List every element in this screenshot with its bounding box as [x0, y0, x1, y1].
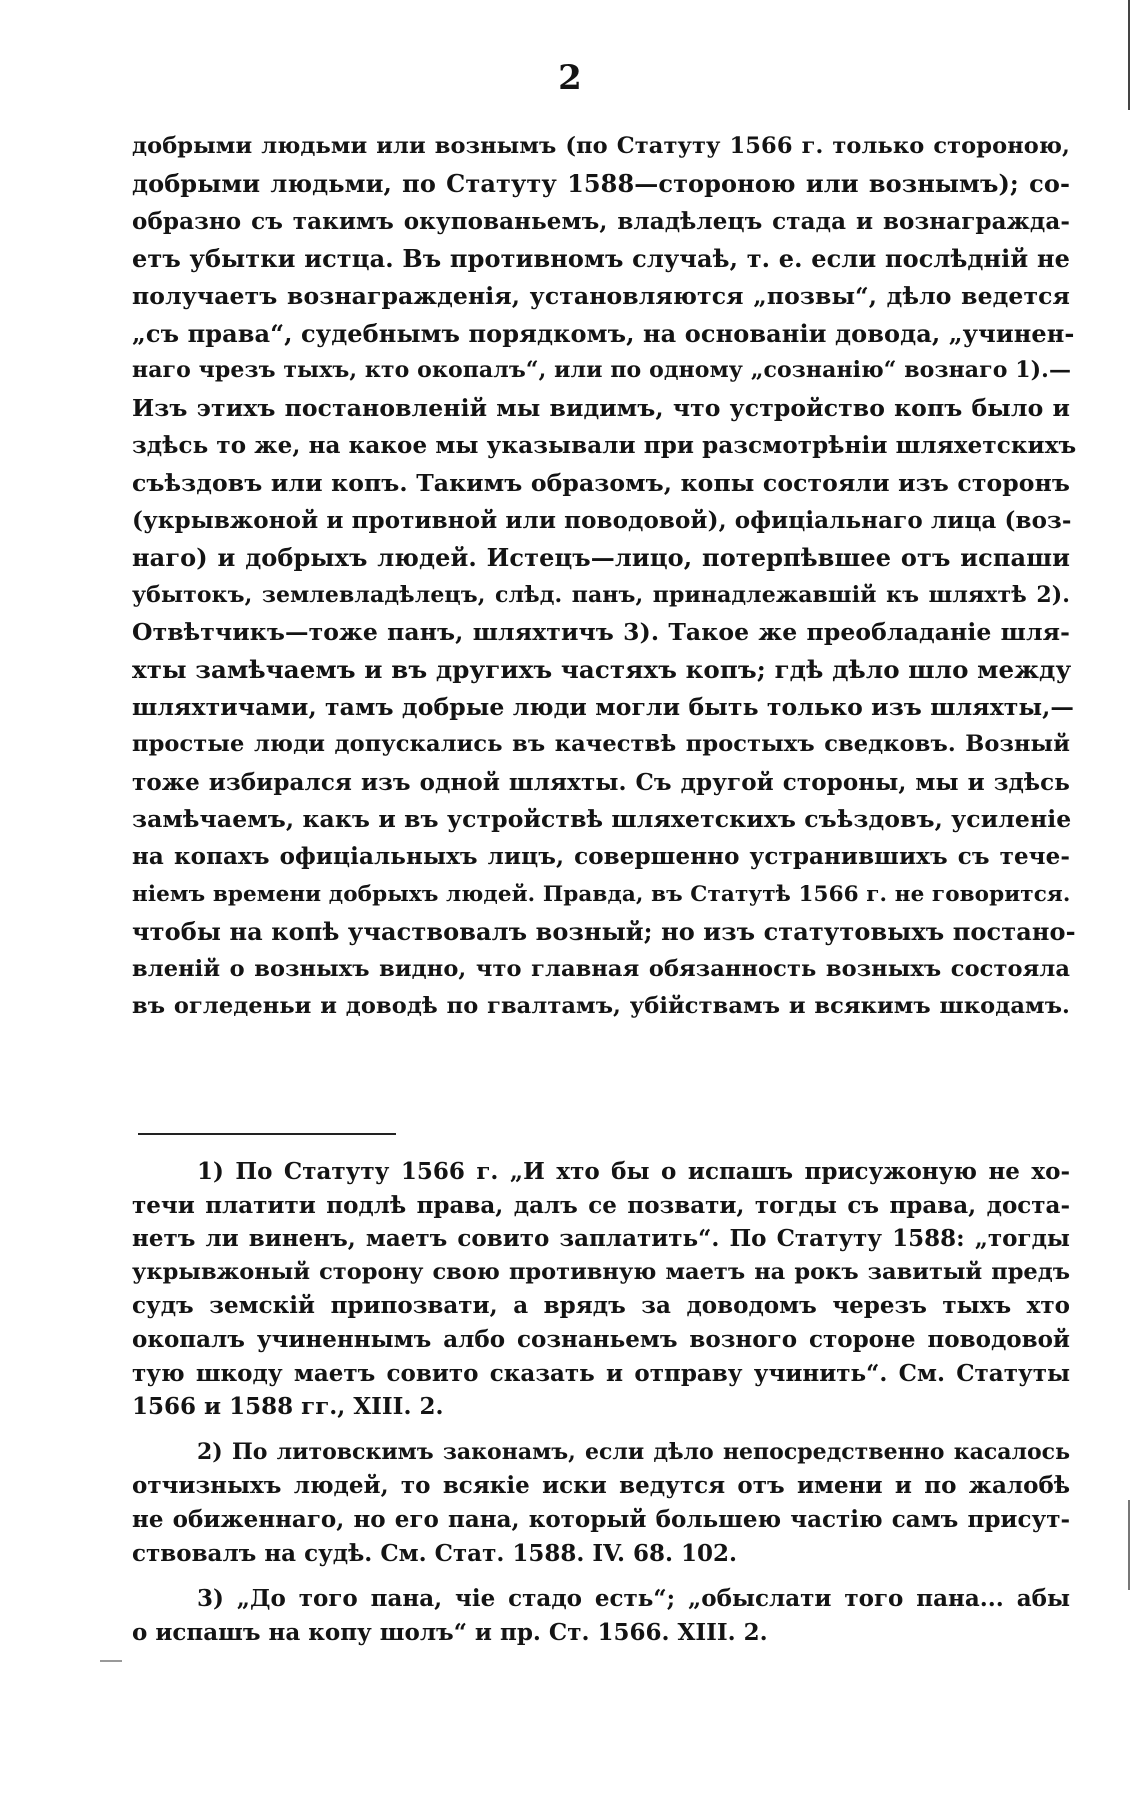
text-line: здѣсь то же, на какое мы указывали при разсмотрѣніи шляхетскихъ: [132, 432, 1077, 460]
footnote-line: отчизныхъ людей, то всякіе иски ведутся отъ имени и по жалобѣ: [132, 1472, 1070, 1500]
footnote-line: 1566 и 1588 гг., XIII. 2.: [132, 1393, 444, 1421]
text-line: замѣчаемъ, какъ и въ устройствѣ шляхетскихъ съѣздовъ, усиленіе: [132, 805, 1072, 834]
text-line: на копахъ офиціальныхъ лицъ, совершенно устранившихъ съ тече-: [132, 843, 1070, 871]
scan-edge-line-lower: [1128, 1500, 1130, 1590]
text-line: добрыми людьми или вознымъ (по Статуту 1566 г. только стороною,: [132, 133, 1070, 159]
footnote-line: 1) По Статуту 1566 г. „И хто бы о испашъ присужоную не хо-: [197, 1158, 1070, 1185]
footnote-line: ствовалъ на судѣ. См. Стат. 1588. IV. 68. 102.: [132, 1539, 738, 1567]
footnote-separator: [138, 1133, 396, 1135]
text-line: вленій о возныхъ видно, что главная обязанность возныхъ состояла: [132, 955, 1070, 982]
text-line: ніемъ времени добрыхъ людей. Правда, въ Статутѣ 1566 г. не говорится.: [132, 881, 1071, 907]
text-line: чтобы на копѣ участвовалъ возный; но изъ статутовыхъ постано-: [132, 917, 1076, 947]
text-line: простые люди допускались въ качествѣ простыхъ сведковъ. Возный: [132, 731, 1070, 758]
footnote-line: судъ земскій припозвати, а врядъ за доводомъ черезъ тыхъ хто: [132, 1292, 1070, 1320]
footnote-line: течи платити подлѣ права, далъ се позвати, тогды съ права, доста-: [132, 1191, 1070, 1219]
text-line: наго чрезъ тыхъ, кто окопалъ“, или по одному „сознанію“ вознаго 1).—: [132, 357, 1072, 384]
footnote-line: нетъ ли виненъ, маетъ совито заплатить“. По Статуту 1588: „тогды: [132, 1225, 1070, 1253]
text-line: етъ убытки истца. Въ противномъ случаѣ, т. е. если послѣдній не: [132, 244, 1070, 274]
text-line: шляхтичами, тамъ добрые люди могли быть только изъ шляхты,—: [132, 692, 1075, 721]
text-line: хты замѣчаемъ и въ другихъ частяхъ копъ; гдѣ дѣло шло между: [132, 655, 1072, 685]
footnote-line: не обиженнаго, но его пана, который большею частію самъ присут-: [132, 1505, 1070, 1533]
text-line: Отвѣтчикъ—тоже панъ, шляхтичъ 3). Такое же преобладаніе шля-: [132, 618, 1070, 647]
text-line: образно съ такимъ окупованьемъ, владѣлецъ стада и вознагражда-: [132, 207, 1070, 235]
text-line: убытокъ, землевладѣлецъ, слѣд. панъ, принадлежавшій къ шляхтѣ 2).: [132, 581, 1070, 608]
footnote-line: о испашъ на копу шолъ“ и пр. Ст. 1566. XIII. 2.: [132, 1618, 768, 1646]
main-text-block: [132, 128, 1077, 1025]
footnote-line: тую шкоду маетъ совито сказать и отправу учинить“. См. Статуты: [132, 1359, 1070, 1387]
scan-mark: [100, 1660, 122, 1662]
text-line: съѣздовъ или копъ. Такимъ образомъ, копы состояли изъ сторонъ: [132, 468, 1070, 497]
text-line: (укрывжоной и противной или поводовой), офиціальнаго лица (воз-: [132, 506, 1072, 534]
footnote-line: окопалъ учиненнымъ албо сознаньемъ возного стороне поводовой: [132, 1325, 1070, 1353]
footnote-3: [132, 1582, 1070, 1649]
text-line: „съ права“, судебнымъ порядкомъ, на основаніи довода, „учинен-: [132, 318, 1075, 348]
text-line: добрыми людьми, по Статуту 1588—стороною или вознымъ); со-: [132, 169, 1070, 199]
footnote-1: [132, 1155, 1070, 1424]
page-number: 2: [558, 58, 582, 98]
footnote-line: 2) По литовскимъ законамъ, если дѣло непосредственно касалось: [197, 1438, 1070, 1465]
text-line: тоже избирался изъ одной шляхты. Съ другой стороны, мы и здѣсь: [132, 768, 1070, 796]
text-line: наго) и добрыхъ людей. Истецъ—лицо, потерпѣвшее отъ испаши: [132, 543, 1070, 573]
footnotes-block: [132, 1155, 1070, 1661]
text-line: получаетъ вознагражденія, установляются „позвы“, дѣло ведется: [132, 281, 1070, 310]
footnote-line: укрывжоный сторону свою противную маетъ на рокъ завитый предъ: [132, 1258, 1070, 1285]
footnote-line: 3) „До того пана, чіе стадо есть“; „обыслати того пана... абы: [197, 1585, 1070, 1613]
text-line: Изъ этихъ постановленій мы видимъ, что устройство копъ было и: [132, 393, 1070, 422]
footnote-2: [132, 1436, 1070, 1570]
text-line: въ огледеньи и доводѣ по гвалтамъ, убійствамъ и всякимъ шкодамъ.: [132, 992, 1070, 1019]
